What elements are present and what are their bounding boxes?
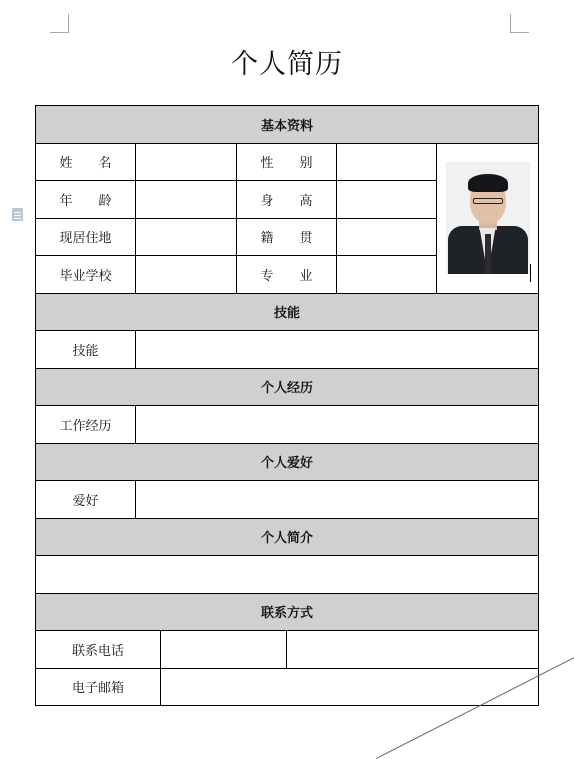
section-experience: 个人经历 bbox=[36, 368, 539, 406]
document-icon[interactable] bbox=[12, 208, 23, 221]
value-hobbies[interactable] bbox=[136, 481, 539, 519]
label-skills: 技能 bbox=[36, 331, 136, 369]
value-intro[interactable] bbox=[36, 556, 539, 594]
page-corner-mark bbox=[50, 14, 69, 33]
value-age[interactable] bbox=[136, 181, 237, 219]
resume-table bbox=[35, 105, 539, 706]
value-phone[interactable] bbox=[161, 631, 287, 669]
value-residence[interactable] bbox=[136, 218, 237, 256]
label-height: 身 高 bbox=[237, 181, 337, 219]
value-major[interactable] bbox=[337, 256, 437, 294]
label-hobbies: 爱好 bbox=[36, 481, 136, 519]
label-residence: 现居住地 bbox=[36, 218, 136, 256]
section-hobbies: 个人爱好 bbox=[36, 443, 539, 481]
label-age: 年 龄 bbox=[36, 181, 136, 219]
label-school: 毕业学校 bbox=[36, 256, 136, 294]
section-intro: 个人简介 bbox=[36, 518, 539, 556]
value-school[interactable] bbox=[136, 256, 237, 294]
value-email[interactable] bbox=[161, 668, 539, 706]
section-basic: 基本资料 bbox=[36, 106, 539, 144]
label-major: 专 业 bbox=[237, 256, 337, 294]
section-contact: 联系方式 bbox=[36, 593, 539, 631]
label-work-experience: 工作经历 bbox=[36, 406, 136, 444]
label-name: 姓 名 bbox=[36, 143, 136, 181]
page-corner-mark bbox=[510, 14, 529, 33]
text-cursor bbox=[530, 264, 531, 282]
value-name[interactable] bbox=[136, 143, 237, 181]
value-phone-extra[interactable] bbox=[287, 631, 539, 669]
label-email: 电子邮箱 bbox=[36, 668, 161, 706]
label-gender: 性 别 bbox=[237, 143, 337, 181]
section-skills: 技能 bbox=[36, 293, 539, 331]
photo-cell[interactable] bbox=[437, 143, 539, 293]
value-gender[interactable] bbox=[337, 143, 437, 181]
profile-photo bbox=[446, 162, 530, 274]
label-native-place: 籍 贯 bbox=[237, 218, 337, 256]
value-skills[interactable] bbox=[136, 331, 539, 369]
value-work-experience[interactable] bbox=[136, 406, 539, 444]
value-native-place[interactable] bbox=[337, 218, 437, 256]
value-height[interactable] bbox=[337, 181, 437, 219]
page-title: 个人简历 bbox=[231, 49, 343, 80]
label-phone: 联系电话 bbox=[36, 631, 161, 669]
